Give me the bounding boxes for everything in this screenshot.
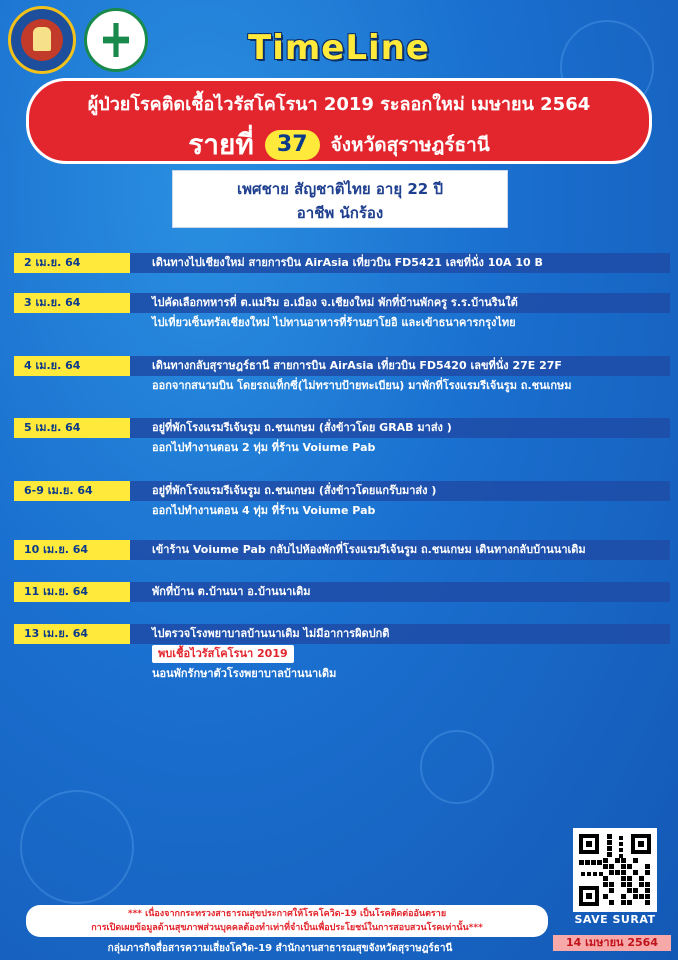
qr-module [639, 882, 644, 887]
qr-module [638, 841, 644, 847]
page-title: TimeLine [248, 28, 430, 68]
timeline-date: 13 เม.ย. 64 [14, 624, 130, 644]
qr-module [591, 860, 596, 865]
qr-module [595, 886, 599, 906]
qr-module [609, 882, 614, 887]
timeline-date: 6-9 เม.ย. 64 [14, 481, 130, 501]
publish-date-tag: 14 เมษายน 2564 [553, 935, 671, 951]
timeline-event-line: ออกจากสนามบิน โดยรถแท็กซี่(ไม่ทราบป้ายทะเบียน) มาพักที่โรงแรมรีเจ้นรูม ถ.ชนเกษม [152, 379, 572, 392]
qr-module [581, 872, 585, 876]
qr-module [639, 876, 644, 881]
disclaimer-box [26, 905, 548, 937]
footer-credit: กลุ่มภารกิจสื่อสารความเสี่ยงโควิด-19 สำนักงานสาธารณสุขจังหวัดสุราษฎร์ธานี [107, 943, 453, 954]
qr-module [609, 870, 614, 875]
qr-module [639, 894, 644, 899]
timeline-date: 10 เม.ย. 64 [14, 540, 130, 560]
timeline-event-line: อยู่ที่พักโรงแรมรีเจ้นรูม ถ.ชนเกษม (สั่งข้าวโดยแกร๊บมาส่ง ) [152, 484, 437, 497]
timeline-event [152, 582, 662, 602]
qr-module [633, 894, 638, 899]
qr-module [633, 888, 638, 893]
qr-module [607, 846, 612, 851]
qr-module [645, 864, 650, 869]
timeline-event [152, 481, 662, 521]
timeline-event [152, 293, 662, 333]
qr-module [619, 854, 623, 858]
qr-module [603, 858, 608, 863]
qr-module [627, 864, 632, 869]
patient-demographics: เพศชาย สัญชาติไทย อายุ 22 ปี [237, 180, 443, 198]
qr-module [619, 836, 623, 840]
qr-module [633, 870, 638, 875]
save-surat-label: SAVE SURAT [574, 913, 656, 926]
qr-module [615, 870, 620, 875]
qr-module [607, 840, 612, 845]
qr-module [627, 882, 632, 887]
qr-module [597, 860, 602, 865]
qr-module [621, 858, 626, 863]
positive-result-highlight: พบเชื้อไวรัสโคโรนา 2019 [152, 645, 294, 663]
case-number-badge: 37 [265, 130, 320, 160]
disclaimer-line: การเปิดเผยข้อมูลด้านสุขภาพส่วนบุคคลต้องทำเท่าที่จำเป็นเพื่อประโยชน์ในการสอบสวนโรคเท่านั้น*** [91, 923, 483, 933]
timeline-event-line: ออกไปทำงานตอน 4 ทุ่ม ที่ร้าน Voiume Pab [152, 504, 376, 517]
timeline-event [152, 418, 662, 458]
qr-module [603, 894, 608, 899]
timeline-event-line: ไปเที่ยวเซ็นทรัลเชียงใหม่ ไปทานอาหารที่ร้านยาโยอิ และเข้าธนาคารกรุงไทย [152, 316, 516, 329]
qr-module [586, 893, 592, 899]
qr-code-icon[interactable] [573, 828, 657, 912]
qr-module [621, 882, 626, 887]
qr-module [621, 894, 626, 899]
timeline-date: 3 เม.ย. 64 [14, 293, 130, 313]
qr-module [627, 900, 632, 905]
qr-module [603, 876, 608, 881]
qr-module [615, 858, 620, 863]
qr-module [595, 834, 599, 854]
timeline-event [152, 540, 662, 560]
qr-module [627, 888, 632, 893]
qr-module [645, 870, 650, 875]
qr-module [603, 882, 608, 887]
qr-module [607, 834, 612, 839]
qr-module [621, 876, 626, 881]
timeline-event-line: เข้าร้าน Voiume Pab กลับไปห้องพักที่โรงแรมรีเจ้นรูม ถ.ชนเกษม เดินทางกลับบ้านนาเดิม [152, 543, 586, 556]
qr-module [599, 872, 603, 876]
qr-module [621, 864, 626, 869]
timeline-event-line: พักที่บ้าน ต.บ้านนา อ.บ้านนาเดิม [152, 585, 311, 598]
qr-module [609, 864, 614, 869]
qr-module [607, 852, 612, 857]
qr-module [647, 834, 651, 854]
timeline-event-line: ออกไปทำงานตอน 2 ทุ่ม ที่ร้าน Voiume Pab [152, 441, 376, 454]
qr-module [579, 886, 583, 906]
qr-module [619, 842, 623, 846]
timeline-date: 4 เม.ย. 64 [14, 356, 130, 376]
province-label: จังหวัดสุราษฎร์ธานี [330, 134, 490, 156]
timeline-event-line: เดินทางไปเชียงใหม่ สายการบิน AirAsia เที่ยวบิน FD5421 เลขที่นั่ง 10A 10 B [152, 256, 543, 269]
timeline-date: 11 เม.ย. 64 [14, 582, 130, 602]
qr-module [645, 900, 650, 905]
qr-module [645, 888, 650, 893]
timeline-event [152, 356, 662, 396]
disclaimer-line: *** เนื่องจากกระทรวงสาธารณสุขประกาศให้โรคโควิด-19 เป็นโรคติดต่ออันตราย [127, 909, 447, 919]
case-prefix: รายที่ [188, 128, 254, 161]
timeline-event [152, 253, 662, 273]
timeline-event-line: ไปตรวจโรงพยาบาลบ้านนาเดิม ไม่มีอาการผิดปกติ [152, 627, 390, 640]
qr-module [579, 834, 583, 854]
qr-module [603, 864, 608, 869]
timeline-date: 5 เม.ย. 64 [14, 418, 130, 438]
patient-occupation: อาชีพ นักร้อง [296, 204, 384, 222]
qr-module [609, 900, 614, 905]
timeline-event-line: อยู่ที่พักโรงแรมรีเจ้นรูม ถ.ชนเกษม (สั่งข้าวโดย GRAB มาส่ง ) [152, 421, 452, 434]
qr-module [627, 876, 632, 881]
qr-module [621, 870, 626, 875]
qr-module [585, 860, 590, 865]
qr-module [645, 894, 650, 899]
qr-module [593, 872, 597, 876]
timeline-date: 2 เม.ย. 64 [14, 253, 130, 273]
qr-module [645, 882, 650, 887]
qr-module [579, 860, 584, 865]
banner-headline: ผู้ป่วยโรคติดเชื้อไวรัสโคโรนา 2019 ระลอกใหม่ เมษายน 2564 [87, 94, 591, 115]
timeline-event-line: เดินทางกลับสุราษฎร์ธานี สายการบิน AirAsia เที่ยวบิน FD5420 เลขที่นั่ง 27E 27F [152, 359, 562, 372]
timeline-event-line: นอนพักรักษาตัวโรงพยาบาลบ้านนาเดิม [152, 667, 337, 680]
qr-module [631, 834, 635, 854]
qr-module [609, 888, 614, 893]
qr-module [619, 848, 623, 852]
qr-module [587, 872, 591, 876]
timeline-event [152, 624, 662, 684]
qr-module [633, 858, 638, 863]
qr-module [586, 841, 592, 847]
timeline-event-line: ไปคัดเลือกทหารที่ ต.แม่ริม อ.เมือง จ.เชียงใหม่ พักที่บ้านพักครู ร.ร.บ้านรินใต้ [152, 296, 518, 309]
qr-module [621, 900, 626, 905]
